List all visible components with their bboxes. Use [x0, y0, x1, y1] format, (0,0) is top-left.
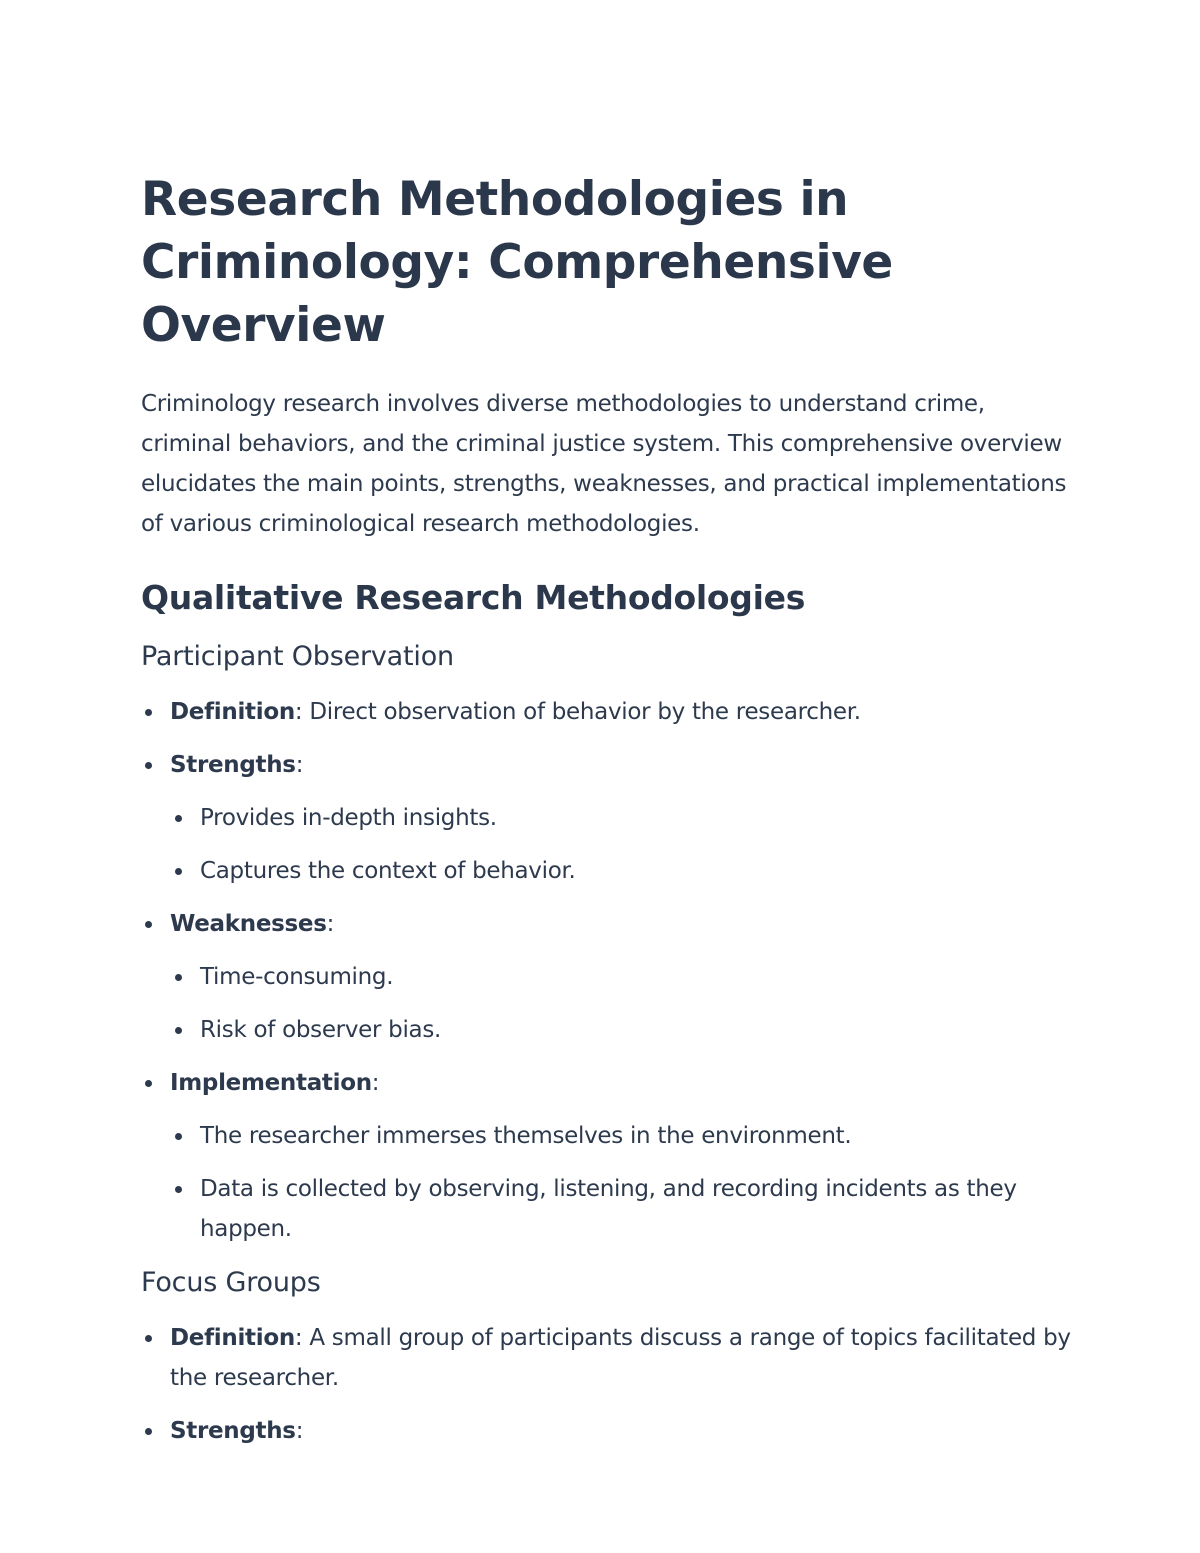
definition-label: Definition — [170, 1325, 295, 1351]
subheading-focus-groups: Focus Groups — [141, 1267, 321, 1298]
list-item: Time-consuming. — [200, 957, 1071, 997]
intro-paragraph: Criminology research involves diverse methodologies to understand crime, criminal behaviors, and the criminal justice system. This comprehensive overview elucidates the main points, strengths, weaknesses, and practical implementations of various criminological research methodologies. — [141, 391, 1067, 537]
list-item-weaknesses — [170, 904, 1071, 1050]
list-item-implementation — [170, 1063, 1071, 1249]
list-item: Captures the context of behavior. — [200, 851, 1071, 891]
list-item-definition — [170, 692, 1071, 732]
colon: : — [326, 911, 335, 937]
subheading-participant-observation: Participant Observation — [141, 641, 454, 672]
strengths-label: Strengths — [170, 1418, 296, 1444]
weaknesses-label: Weaknesses — [170, 911, 327, 937]
list-item: Data is collected by observing, listening, and recording incidents as they happen. — [200, 1169, 1071, 1249]
weaknesses-sublist — [170, 957, 1071, 1050]
colon: : — [295, 752, 304, 778]
list-item: Risk of observer bias. — [200, 1010, 1071, 1050]
definition-text: : A small group of participants discuss a range of topics facilitated by the researcher. — [170, 1325, 1071, 1391]
colon: : — [295, 1418, 304, 1444]
list-item: Provides in-depth insights. — [200, 798, 1071, 838]
section-heading-qualitative: Qualitative Research Methodologies — [141, 578, 806, 617]
list-item-strengths — [170, 745, 1071, 891]
focus-groups-list — [141, 1318, 1071, 1451]
participant-observation-list — [141, 692, 1071, 1249]
strengths-label: Strengths — [170, 752, 296, 778]
document-title: Research Methodologies in Criminology: Comprehensive Overview — [141, 172, 893, 353]
implementation-sublist — [170, 1116, 1071, 1249]
list-item-strengths — [170, 1411, 1071, 1451]
document-content — [141, 168, 1071, 1451]
list-item: The researcher immerses themselves in the environment. — [200, 1116, 1071, 1156]
definition-text: : Direct observation of behavior by the researcher. — [294, 699, 861, 725]
list-item-definition — [170, 1318, 1071, 1398]
colon: : — [371, 1070, 380, 1096]
implementation-label: Implementation — [170, 1070, 372, 1096]
definition-label: Definition — [170, 699, 295, 725]
strengths-sublist — [170, 798, 1071, 891]
